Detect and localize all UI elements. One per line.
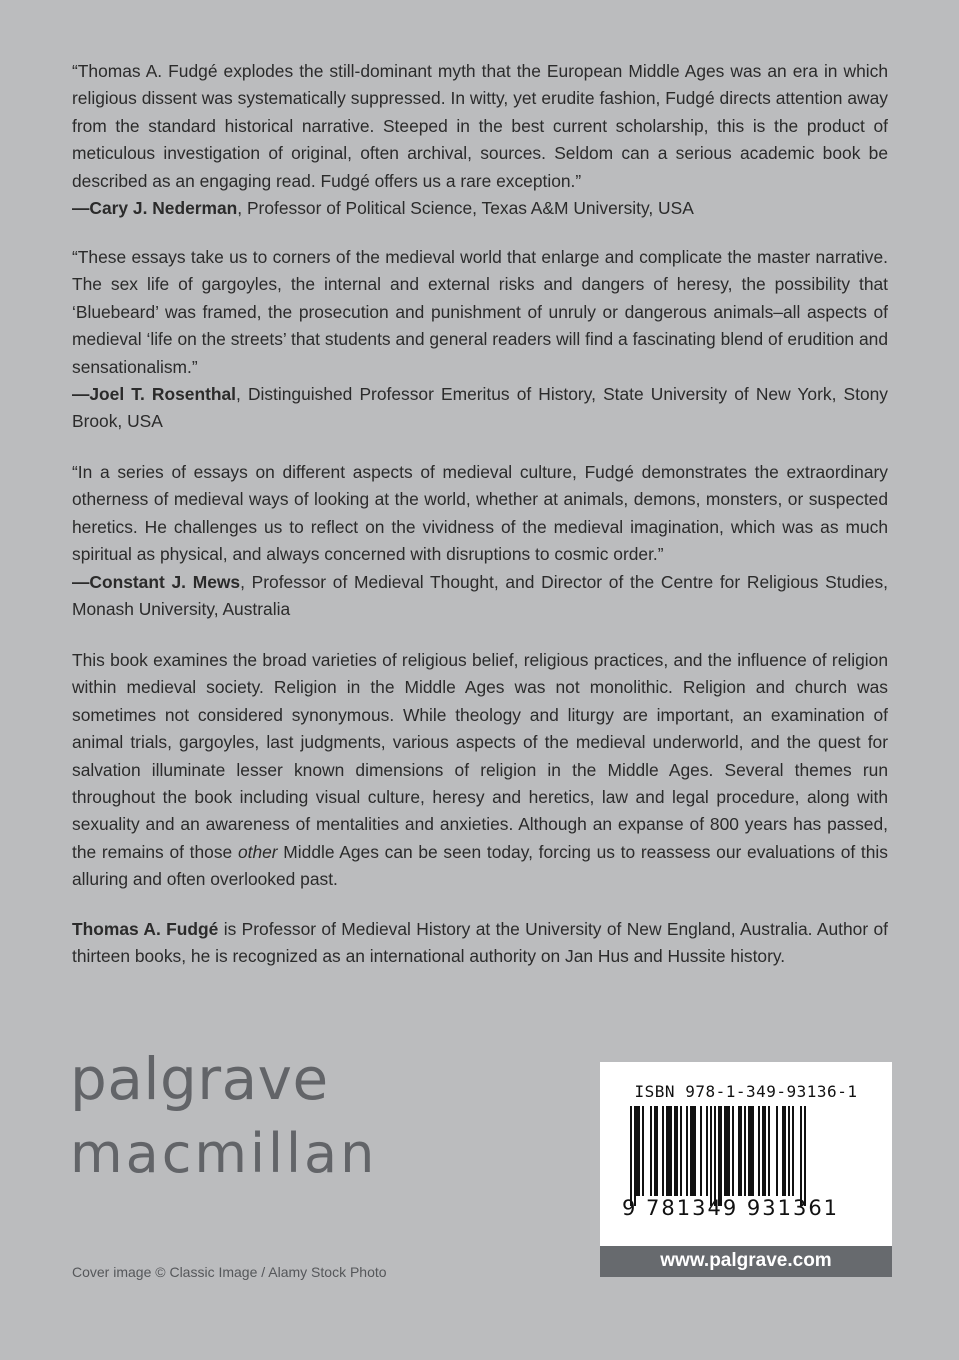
quote-text: “These essays take us to corners of the medieval world that enlarge and complicate the master narrative. The sex life of gargoyles, the internal and external risks and dangers of heresy, the possibility that ‘Bluebeard’ was framed, the prosecution and punishment of unruly or dangerous animals–all aspects of medieval ‘life on the streets’ that students and general readers will find a fascinating blend of erudition and sensationalism.” <box>72 247 888 377</box>
quote-author: —Cary J. Nederman <box>72 198 238 219</box>
endorsement-quote-nederman <box>72 58 888 222</box>
quote-affiliation: , Professor of Political Science, Texas A&M University, USA <box>237 198 694 219</box>
quote-text: “In a series of essays on different aspects of medieval culture, Fudgé demonstrates the extraordinary otherness of medieval ways of looking at the world, whether at animals, demons, monsters, or suspected heretics. He challenges us to reflect on the vividness of the medieval imagination, which was as much spiritual as physical, and always concerned with disruptions to cosmic order.” <box>72 462 888 565</box>
author-bio <box>72 916 888 971</box>
barcode-bar <box>714 1106 716 1206</box>
barcode-bar <box>690 1106 696 1196</box>
barcode-bar <box>744 1106 746 1196</box>
barcode-digits: 9 781349 931361 <box>622 1196 840 1220</box>
quote-text: “Thomas A. Fudgé explodes the still-dominant myth that the European Middle Ages was an era in which religious dissent was systematically suppressed. In witty, yet erudite fashion, Fudgé directs attention away from the standard historical narrative. Steeped in the best current scholarship, this is the product of meticulous investigation of original, often archival, sources. Seldom can a serious academic book be described as an engaging read. Fudgé offers us a rare exception.” <box>72 61 888 191</box>
quote-author: —Joel T. Rosenthal <box>72 384 236 405</box>
barcode-bar <box>788 1106 790 1196</box>
barcode-bar <box>758 1106 760 1196</box>
publisher-logo-palgrave: palgrave <box>70 1045 329 1113</box>
barcode-bar <box>662 1106 664 1196</box>
barcode-bar <box>776 1106 778 1196</box>
barcode-bar <box>636 1106 640 1196</box>
barcode-bar <box>700 1106 702 1196</box>
barcode-bar <box>768 1106 770 1196</box>
author-bio-text: is Professor of Medieval History at the University of New England, Australia. Author of thirteen books, he is recognized as an international authority on Jan Hus and Hussite history. <box>72 919 888 967</box>
barcode-bar <box>710 1106 712 1206</box>
quote-affiliation: , Professor of Medieval Thought, and Director of the Centre for Religious Studies, Monash University, Australia <box>72 571 888 620</box>
author-name: Thomas A. Fudgé <box>72 919 219 939</box>
description-emphasis: other <box>237 841 278 862</box>
barcode-bar <box>654 1106 658 1196</box>
publisher-logo-macmillan: macmillan <box>70 1122 378 1185</box>
barcode-bar <box>630 1106 632 1206</box>
barcode-bar <box>718 1106 722 1206</box>
barcode-bar <box>804 1106 806 1206</box>
endorsement-quote-mews <box>72 459 888 623</box>
barcode-bar <box>732 1106 734 1196</box>
barcode-bar <box>800 1106 802 1206</box>
barcode-bar <box>748 1106 754 1196</box>
barcode-bar <box>706 1106 708 1196</box>
description-text-end: Middle Ages can be seen today, forcing us to reassess our evaluations of this alluring and often overlooked past. <box>72 841 888 890</box>
barcode-bar <box>666 1106 672 1196</box>
barcode-bar <box>650 1106 652 1196</box>
quote-author: —Constant J. Mews <box>72 571 241 592</box>
isbn-label: ISBN 978-1-349-93136-1 <box>634 1082 858 1101</box>
cover-image-credit: Cover image © Classic Image / Alamy Stock Photo <box>72 1264 387 1280</box>
endorsement-quote-rosenthal <box>72 244 888 436</box>
barcode-bar <box>762 1106 766 1196</box>
barcode-bar <box>680 1106 682 1196</box>
barcode-bar <box>686 1106 688 1196</box>
quote-affiliation: , Distinguished Professor Emeritus of History, State University of New York, Stony Brook, USA <box>72 384 888 432</box>
barcode-bar <box>642 1106 644 1196</box>
barcode-bar <box>782 1106 786 1196</box>
barcode-bar <box>634 1106 636 1206</box>
barcode-bars <box>626 1106 866 1206</box>
barcode-bar <box>724 1106 730 1196</box>
barcode-bar <box>792 1106 794 1196</box>
barcode-bar <box>674 1106 678 1196</box>
isbn-barcode <box>600 1062 892 1246</box>
publisher-website[interactable]: www.palgrave.com <box>600 1246 892 1277</box>
barcode-bar <box>738 1106 742 1196</box>
description-text: This book examines the broad varieties of religious belief, religious practices, and the influence of religion within medieval society. Religion in the Middle Ages was not monolithic. Religion and church was sometimes not considered synonymous. While theology and liturgy are important, an examination of animal trials, gargoyles, last judgments, various aspects of the medieval underworld, and the quest for salvation illuminate lesser known dimensions of religion in the Middle Ages. Several themes run throughout the book including visual culture, heresy and heretics, law and legal procedure, along with sexuality and an awareness of mentalities and anxieties. Although an expanse of 800 years has passed, the remains of those <box>72 650 888 862</box>
book-description <box>72 647 888 894</box>
